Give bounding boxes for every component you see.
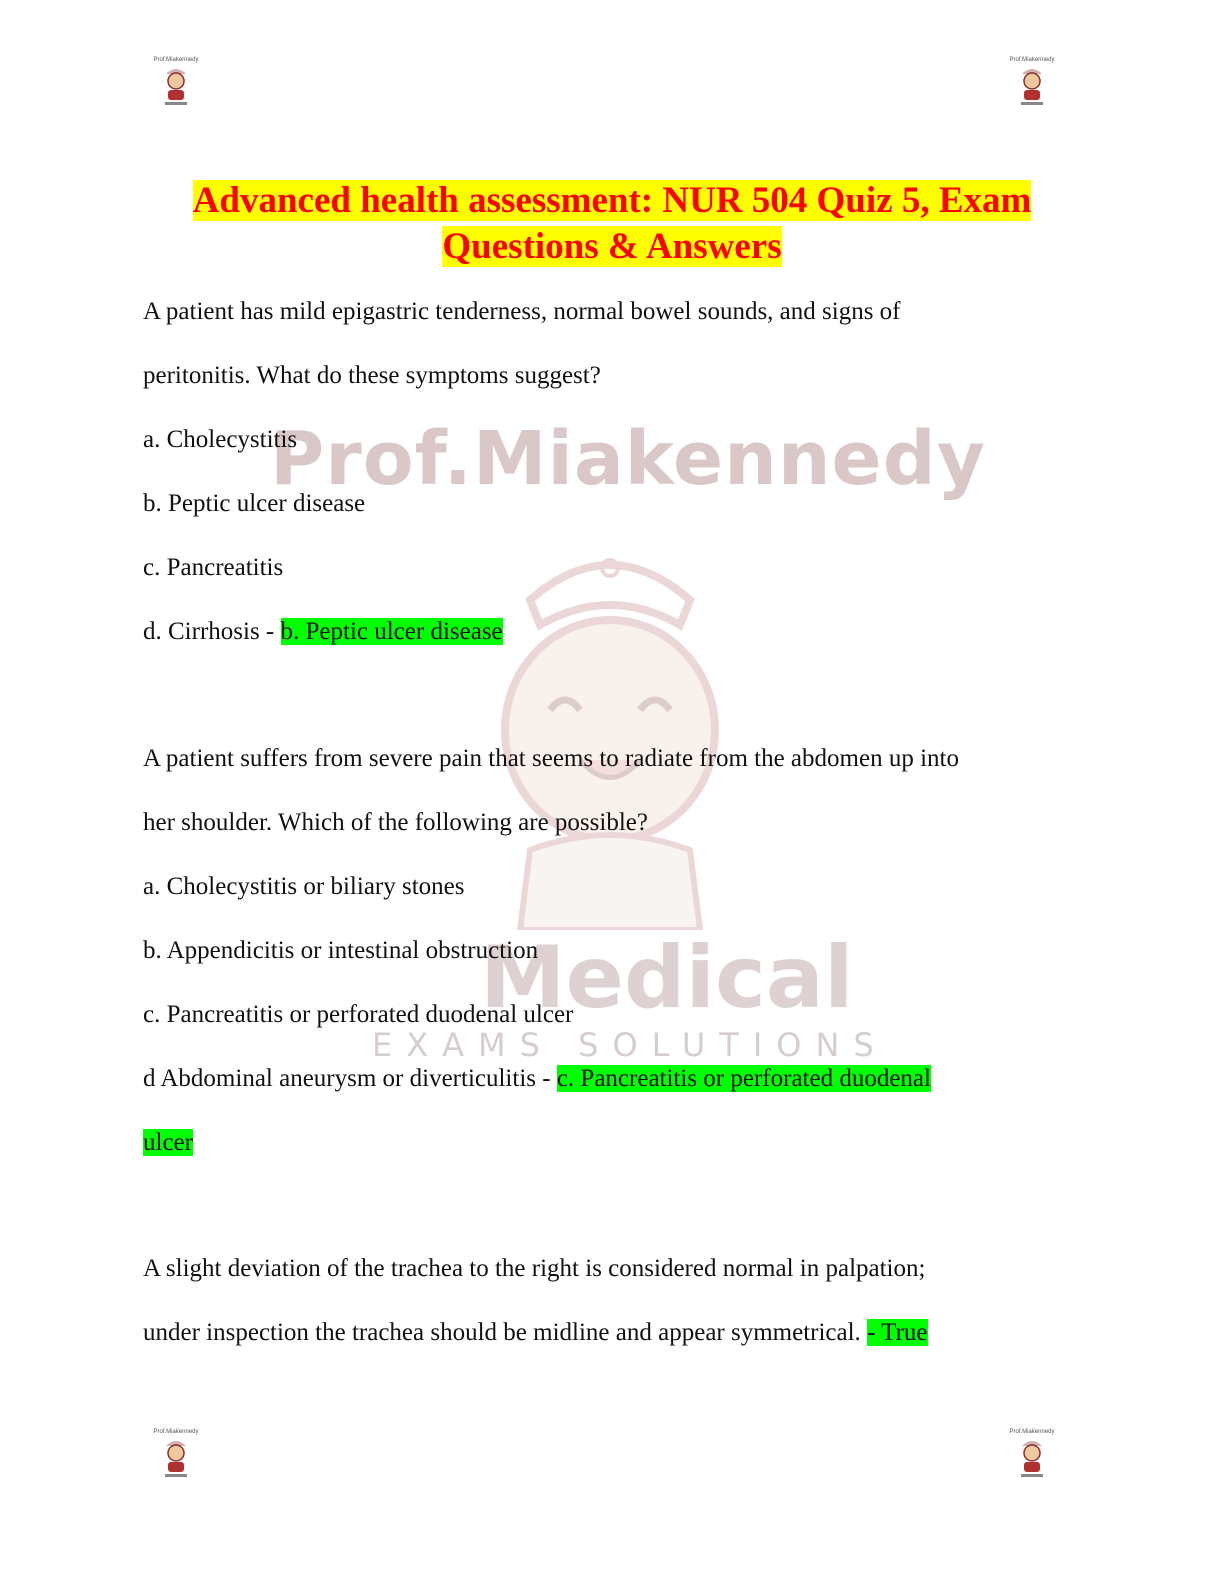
question-text-line	[143, 1301, 1083, 1365]
option-d-line	[143, 1047, 1083, 1111]
question-text-line: her shoulder. Which of the following are possible?	[143, 809, 648, 836]
answer-highlight: - True	[867, 1319, 928, 1346]
option-b: b. Appendicitis or intestinal obstruction	[143, 937, 539, 964]
answer-highlight: ulcer	[143, 1129, 193, 1156]
document-title	[120, 178, 1104, 270]
logo-text: Prof.Miakennedy	[1009, 1429, 1055, 1435]
logo-text: Prof.Miakennedy	[153, 57, 199, 63]
footer-logo-left	[146, 1428, 206, 1486]
watermark-exams-solutions: EXAMS SOLUTIONS	[372, 1026, 888, 1064]
option-a: a. Cholecystitis	[143, 426, 298, 453]
nurse-logo-icon	[161, 64, 191, 108]
header-logo-right	[1002, 56, 1062, 114]
option-d: d. Cirrhosis -	[143, 618, 281, 645]
option-a: a. Cholecystitis or biliary stones	[143, 873, 465, 900]
option-c: c. Pancreatitis or perforated duodenal ulcer	[143, 1001, 574, 1028]
option-c: c. Pancreatitis	[143, 554, 284, 581]
answer-highlight: b. Peptic ulcer disease	[280, 618, 503, 645]
title-line-2: Questions & Answers	[442, 226, 782, 267]
question-text-line: A patient suffers from severe pain that seems to radiate from the abdomen up into	[143, 745, 959, 772]
question-text-line: A patient has mild epigastric tenderness, normal bowel sounds, and signs of	[143, 298, 901, 325]
question-3	[143, 1237, 1083, 1365]
option-d-line	[143, 600, 1083, 664]
question-1	[143, 280, 1083, 664]
nurse-logo-icon	[1017, 1436, 1047, 1480]
answer-highlight: c. Pancreatitis or perforated duodenal	[556, 1065, 931, 1092]
footer-logo-right	[1002, 1428, 1062, 1486]
header-logo-left	[146, 56, 206, 114]
title-line-1: Advanced health assessment: NUR 504 Quiz 5, Exam	[192, 180, 1032, 221]
question-text-line: peritonitis. What do these symptoms suggest?	[143, 362, 601, 389]
question-text: under inspection the trachea should be midline and appear symmetrical.	[143, 1319, 868, 1346]
nurse-logo-icon	[1017, 64, 1047, 108]
option-b: b. Peptic ulcer disease	[143, 490, 366, 517]
nurse-logo-icon	[161, 1436, 191, 1480]
logo-text: Prof.Miakennedy	[153, 1429, 199, 1435]
watermark-medical: Medical	[480, 928, 854, 1028]
option-d: d Abdominal aneurysm or diverticulitis -	[143, 1065, 557, 1092]
logo-text: Prof.Miakennedy	[1009, 57, 1055, 63]
answer-continuation-line	[143, 1111, 1083, 1175]
watermark-brand: Prof.Miakennedy	[270, 416, 986, 502]
question-text-line: A slight deviation of the trachea to the right is considered normal in palpation;	[143, 1255, 926, 1282]
question-2	[143, 727, 1083, 1175]
